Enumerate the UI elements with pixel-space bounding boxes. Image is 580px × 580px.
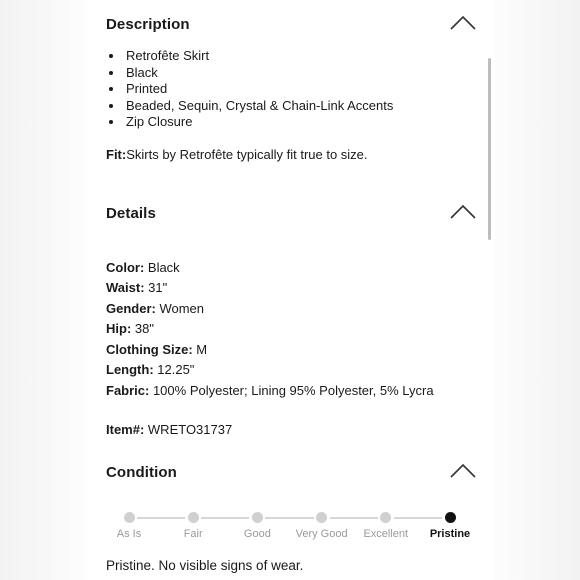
condition-label: Excellent — [363, 528, 409, 540]
spec-label: Color: — [106, 260, 145, 275]
list-item: • Retrofête Skirt — [124, 48, 393, 65]
item-number-value: WRETO31737 — [144, 422, 233, 437]
fit-text: Skirts by Retrofête typically fit true to size. — [126, 147, 368, 162]
condition-connector — [201, 517, 249, 519]
chevron-up-icon[interactable] — [450, 463, 476, 478]
spec-value: Black — [144, 260, 180, 275]
list-item: • Beaded, Sequin, Crystal & Chain-Link Accents — [124, 98, 393, 115]
spec-label: Hip: — [106, 321, 132, 336]
spec-hip — [106, 321, 154, 337]
chevron-up-icon[interactable] — [450, 15, 476, 30]
details-heading[interactable]: Details — [106, 205, 156, 222]
description-heading[interactable]: Description — [106, 16, 190, 33]
background-right — [494, 0, 580, 580]
spec-gender — [106, 301, 204, 317]
condition-dot — [380, 512, 391, 523]
condition-label: Pristine — [429, 528, 471, 540]
spec-label: Waist: — [106, 280, 145, 295]
spec-value: 12.25" — [153, 362, 195, 377]
fit-label: Fit: — [106, 147, 127, 162]
list-item: • Black — [124, 65, 393, 82]
condition-connector — [330, 517, 378, 519]
list-item: • Zip Closure — [124, 114, 393, 131]
condition-note: Pristine. No visible signs of wear. — [106, 558, 304, 573]
spec-clothing-size — [106, 342, 207, 358]
condition-connector — [137, 517, 185, 519]
condition-dot — [188, 512, 199, 523]
description-list — [106, 48, 393, 131]
spec-value: M — [192, 342, 208, 357]
spec-length — [106, 362, 194, 378]
spec-value: 38" — [131, 321, 154, 336]
condition-heading[interactable]: Condition — [106, 464, 177, 481]
condition-connector — [265, 517, 313, 519]
condition-label: As Is — [116, 528, 142, 540]
condition-label: Good — [243, 528, 271, 540]
item-number — [106, 422, 232, 438]
condition-connector — [394, 517, 442, 519]
spec-label: Length: — [106, 362, 154, 377]
item-number-label: Item#: — [106, 422, 145, 437]
spec-value: 100% Polyester; Lining 95% Polyester, 5% Lycra — [149, 383, 434, 398]
spec-fabric — [106, 383, 434, 399]
chevron-up-icon[interactable] — [450, 204, 476, 219]
spec-value: 31" — [144, 280, 168, 295]
list-item: • Printed — [124, 81, 393, 98]
background-left — [0, 0, 86, 580]
condition-label: Fair — [183, 528, 203, 540]
spec-value: Women — [155, 301, 205, 316]
scrollbar[interactable] — [488, 58, 491, 240]
condition-dot — [445, 512, 456, 523]
spec-label: Fabric: — [106, 383, 150, 398]
condition-scale — [106, 508, 486, 548]
spec-waist — [106, 280, 167, 296]
spec-color — [106, 260, 180, 276]
condition-dot — [252, 512, 263, 523]
spec-label: Gender: — [106, 301, 156, 316]
spec-label: Clothing Size: — [106, 342, 193, 357]
condition-dot — [316, 512, 327, 523]
fit-note — [106, 147, 368, 162]
product-info-panel[interactable] — [86, 0, 494, 580]
condition-label: Very Good — [295, 528, 348, 540]
condition-dot — [124, 512, 135, 523]
